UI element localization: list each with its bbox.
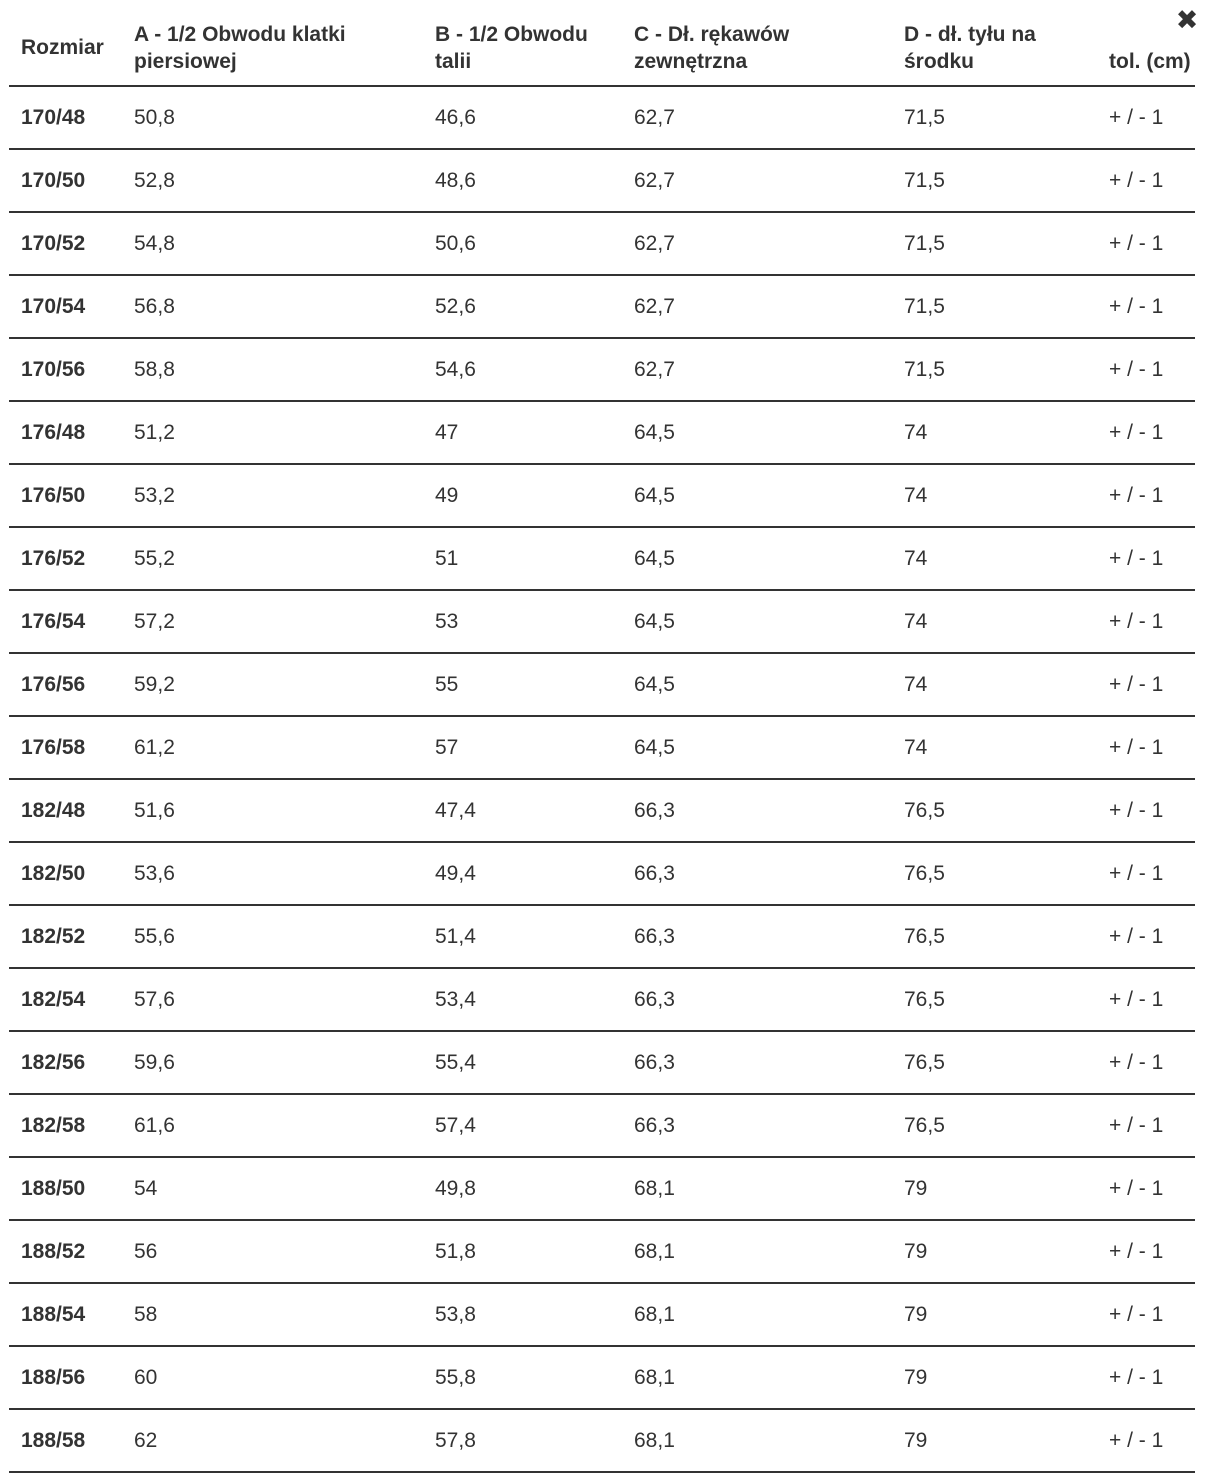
table-body [9,86,1195,1472]
back-length-cell: 71,5 [892,338,1097,401]
table-row [9,212,1195,275]
header-sleeve-label: C - Dł. rękawów zewnętrzna [634,23,790,73]
header-size [9,0,122,86]
sleeve-cell: 62,7 [622,212,892,275]
chest-cell: 51,6 [122,779,423,842]
size-cell: 176/52 [9,527,122,590]
back-length-cell: 76,5 [892,1031,1097,1094]
size-chart-table [9,0,1195,1473]
header-sleeve [622,0,892,86]
tolerance-cell: + / - 1 [1097,653,1195,716]
waist-cell: 54,6 [423,338,622,401]
chest-cell: 55,6 [122,905,423,968]
size-cell: 170/56 [9,338,122,401]
table-row [9,842,1195,905]
sleeve-cell: 64,5 [622,464,892,527]
waist-cell: 47 [423,401,622,464]
chest-cell: 58 [122,1283,423,1346]
waist-cell: 49,4 [423,842,622,905]
waist-cell: 55,4 [423,1031,622,1094]
size-cell: 182/50 [9,842,122,905]
waist-cell: 53,8 [423,1283,622,1346]
tolerance-cell: + / - 1 [1097,1409,1195,1472]
tolerance-cell: + / - 1 [1097,401,1195,464]
size-cell: 188/52 [9,1220,122,1283]
header-row [9,0,1195,86]
sleeve-cell: 64,5 [622,590,892,653]
back-length-cell: 79 [892,1409,1097,1472]
waist-cell: 47,4 [423,779,622,842]
size-cell: 182/48 [9,779,122,842]
header-waist-label: B - 1/2 Obwodu talii [435,23,588,73]
sleeve-cell: 64,5 [622,653,892,716]
size-cell: 188/54 [9,1283,122,1346]
table-row [9,1094,1195,1157]
size-cell: 170/48 [9,86,122,149]
chest-cell: 61,2 [122,716,423,779]
tolerance-cell: + / - 1 [1097,1094,1195,1157]
table-row [9,464,1195,527]
sleeve-cell: 66,3 [622,842,892,905]
size-cell: 170/50 [9,149,122,212]
table-row [9,86,1195,149]
size-cell: 188/58 [9,1409,122,1472]
table-row [9,653,1195,716]
table-row [9,716,1195,779]
sleeve-cell: 68,1 [622,1346,892,1409]
waist-cell: 50,6 [423,212,622,275]
back-length-cell: 74 [892,716,1097,779]
tolerance-cell: + / - 1 [1097,905,1195,968]
tolerance-cell: + / - 1 [1097,1346,1195,1409]
tolerance-cell: + / - 1 [1097,338,1195,401]
chest-cell: 53,6 [122,842,423,905]
header-back-length-label: D - dł. tyłu na środku [904,23,1036,73]
waist-cell: 49 [423,464,622,527]
size-cell: 182/52 [9,905,122,968]
sleeve-cell: 68,1 [622,1157,892,1220]
table-row [9,590,1195,653]
sleeve-cell: 66,3 [622,968,892,1031]
close-icon[interactable]: ✖ [1175,5,1199,36]
waist-cell: 51,4 [423,905,622,968]
size-cell: 176/50 [9,464,122,527]
table-row [9,1220,1195,1283]
tolerance-cell: + / - 1 [1097,212,1195,275]
chest-cell: 55,2 [122,527,423,590]
waist-cell: 51,8 [423,1220,622,1283]
size-cell: 176/48 [9,401,122,464]
size-cell: 182/56 [9,1031,122,1094]
sleeve-cell: 66,3 [622,905,892,968]
waist-cell: 49,8 [423,1157,622,1220]
size-cell: 170/52 [9,212,122,275]
tolerance-cell: + / - 1 [1097,842,1195,905]
waist-cell: 48,6 [423,149,622,212]
back-length-cell: 79 [892,1220,1097,1283]
size-cell: 170/54 [9,275,122,338]
back-length-cell: 74 [892,464,1097,527]
back-length-cell: 76,5 [892,1094,1097,1157]
chest-cell: 54,8 [122,212,423,275]
size-cell: 188/50 [9,1157,122,1220]
tolerance-cell: + / - 1 [1097,464,1195,527]
back-length-cell: 71,5 [892,86,1097,149]
sleeve-cell: 62,7 [622,86,892,149]
chest-cell: 52,8 [122,149,423,212]
chest-cell: 50,8 [122,86,423,149]
sleeve-cell: 66,3 [622,1094,892,1157]
waist-cell: 57,4 [423,1094,622,1157]
waist-cell: 52,6 [423,275,622,338]
table-row [9,1409,1195,1472]
waist-cell: 57,8 [423,1409,622,1472]
sleeve-cell: 64,5 [622,527,892,590]
waist-cell: 46,6 [423,86,622,149]
sleeve-cell: 68,1 [622,1283,892,1346]
table-row [9,1283,1195,1346]
table-row [9,338,1195,401]
back-length-cell: 79 [892,1157,1097,1220]
back-length-cell: 74 [892,527,1097,590]
chest-cell: 51,2 [122,401,423,464]
table-row [9,1031,1195,1094]
chest-cell: 58,8 [122,338,423,401]
sleeve-cell: 62,7 [622,275,892,338]
table-row [9,779,1195,842]
chest-cell: 61,6 [122,1094,423,1157]
header-chest [122,0,423,86]
chest-cell: 56 [122,1220,423,1283]
chest-cell: 60 [122,1346,423,1409]
size-cell: 182/58 [9,1094,122,1157]
tolerance-cell: + / - 1 [1097,1031,1195,1094]
chest-cell: 54 [122,1157,423,1220]
sleeve-cell: 62,7 [622,149,892,212]
waist-cell: 55,8 [423,1346,622,1409]
sleeve-cell: 64,5 [622,716,892,779]
size-cell: 182/54 [9,968,122,1031]
tolerance-cell: + / - 1 [1097,590,1195,653]
back-length-cell: 76,5 [892,905,1097,968]
chest-cell: 59,2 [122,653,423,716]
sleeve-cell: 64,5 [622,401,892,464]
tolerance-cell: + / - 1 [1097,1157,1195,1220]
back-length-cell: 71,5 [892,212,1097,275]
waist-cell: 53,4 [423,968,622,1031]
header-tolerance [1097,0,1195,86]
sleeve-cell: 62,7 [622,338,892,401]
waist-cell: 55 [423,653,622,716]
table-row [9,275,1195,338]
header-size-label: Rozmiar [21,36,104,59]
header-back-length [892,0,1097,86]
table-row [9,149,1195,212]
table-row [9,968,1195,1031]
chest-cell: 53,2 [122,464,423,527]
size-cell: 176/56 [9,653,122,716]
chest-cell: 57,2 [122,590,423,653]
waist-cell: 53 [423,590,622,653]
tolerance-cell: + / - 1 [1097,779,1195,842]
tolerance-cell: + / - 1 [1097,968,1195,1031]
sleeve-cell: 68,1 [622,1220,892,1283]
size-cell: 188/56 [9,1346,122,1409]
header-waist [423,0,622,86]
header-tolerance-label: tol. (cm) [1109,50,1191,73]
size-cell: 176/58 [9,716,122,779]
table-row [9,1346,1195,1409]
size-cell: 176/54 [9,590,122,653]
table-row [9,1157,1195,1220]
table-row [9,401,1195,464]
table-row [9,527,1195,590]
tolerance-cell: + / - 1 [1097,1283,1195,1346]
tolerance-cell: + / - 1 [1097,527,1195,590]
chest-cell: 62 [122,1409,423,1472]
back-length-cell: 76,5 [892,779,1097,842]
tolerance-cell: + / - 1 [1097,86,1195,149]
tolerance-cell: + / - 1 [1097,275,1195,338]
chest-cell: 56,8 [122,275,423,338]
table-row [9,905,1195,968]
tolerance-cell: + / - 1 [1097,149,1195,212]
back-length-cell: 74 [892,653,1097,716]
tolerance-cell: + / - 1 [1097,1220,1195,1283]
tolerance-cell: + / - 1 [1097,716,1195,779]
sleeve-cell: 68,1 [622,1409,892,1472]
back-length-cell: 76,5 [892,968,1097,1031]
chest-cell: 57,6 [122,968,423,1031]
back-length-cell: 79 [892,1283,1097,1346]
waist-cell: 51 [423,527,622,590]
back-length-cell: 74 [892,401,1097,464]
sleeve-cell: 66,3 [622,779,892,842]
table-header [9,0,1195,86]
back-length-cell: 79 [892,1346,1097,1409]
back-length-cell: 74 [892,590,1097,653]
waist-cell: 57 [423,716,622,779]
sleeve-cell: 66,3 [622,1031,892,1094]
chest-cell: 59,6 [122,1031,423,1094]
back-length-cell: 71,5 [892,275,1097,338]
back-length-cell: 71,5 [892,149,1097,212]
header-chest-label: A - 1/2 Obwodu klatki piersiowej [134,23,346,73]
back-length-cell: 76,5 [892,842,1097,905]
